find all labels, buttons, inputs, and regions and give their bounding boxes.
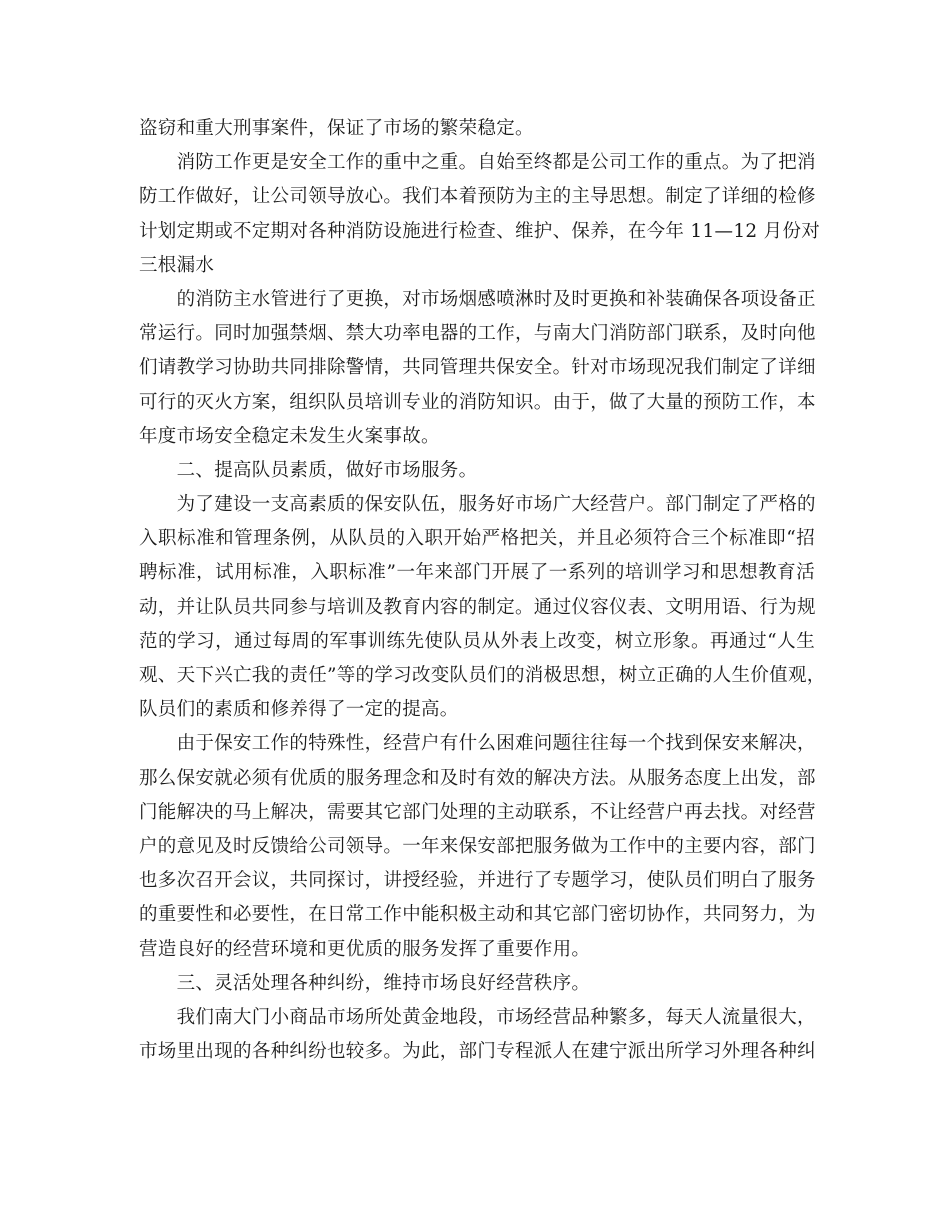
text-line: 营造良好的经营环境和更优质的服务发挥了重要作用。 <box>139 938 591 960</box>
text-line: 我们南大门小商品市场所处黄金地段，市场经营品种繁多，每天人流量很大， <box>139 1006 816 1028</box>
section-heading: 二、提高队员素质，做好市场服务。 <box>139 459 478 481</box>
text-line: 入职标准和管理条例，从队员的入职开始严格把关，并且必须符合三个标准即“招 <box>139 528 815 550</box>
text-line: 的消防主水管进行了更换，对市场烟感喷淋时及时更换和补装确保各项设备正 <box>139 288 816 310</box>
text-line: 们请教学习协助共同排除警情，共同管理共保安全。针对市场现况我们制定了详细 <box>139 357 816 379</box>
text-line: 年度市场安全稳定未发生火案事故。 <box>139 425 440 447</box>
text-line: 那么保安就必须有优质的服务理念和及时有效的解决方法。从服务态度上出发，部 <box>139 767 816 789</box>
text-line: 门能解决的马上解决，需要其它部门处理的主动联系，不让经营户再去找。对经营 <box>139 801 816 823</box>
text-line: 也多次召开会议，共同探讨，讲授经验，并进行了专题学习，使队员们明白了服务 <box>139 870 816 892</box>
text-line: 消防工作更是安全工作的重中之重。自始至终都是公司工作的重点。为了把消 <box>139 152 816 174</box>
text-line: 的重要性和必要性，在日常工作中能积极主动和其它部门密切协作，共同努力，为 <box>139 904 816 926</box>
text-line: 队员们的素质和修养得了一定的提高。 <box>139 699 459 721</box>
text-line: 范的学习，通过每周的军事训练先使队员从外表上改变，树立形象。再通过“人生 <box>139 630 815 652</box>
text-line: 动，并让队员共同参与培训及教育内容的制定。通过仪容仪表、文明用语、行为规 <box>139 596 816 618</box>
text-line: 户的意见及时反馈给公司领导。一年来保安部把服务做为工作中的主要内容，部门 <box>139 835 816 857</box>
text-line: 观、天下兴亡我的责任”等的学习改变队员们的消极思想，树立正确的人生价值观， <box>139 665 826 686</box>
text-line: 为了建设一支高素质的保安队伍，服务好市场广大经营户。部门制定了严格的 <box>139 494 816 516</box>
text-line: 三根漏水 <box>139 254 215 276</box>
text-line: 常运行。同时加强禁烟、禁大功率电器的工作，与南大门消防部门联系，及时向他 <box>139 323 816 345</box>
text-line: 计划定期或不定期对各种消防设施进行检查、维护、保养，在今年 11—12 月份对 <box>139 220 821 242</box>
text-line: 由于保安工作的特殊性，经营户有什么困难问题往往每一个找到保安来解决， <box>139 733 816 755</box>
text-line: 聘标准，试用标准，入职标准”一年来部门开展了一系列的培训学习和思想教育活 <box>139 562 815 584</box>
document-body <box>139 112 826 1069</box>
text-line: 防工作做好，让公司领导放心。我们本着预防为主的主导思想。制定了详细的检修 <box>139 186 816 208</box>
section-heading: 三、灵活处理各种纠纷，维持市场良好经营秩序。 <box>139 972 591 994</box>
text-line: 市场里出现的各种纠纷也较多。为此，部门专程派人在建宁派出所学习外理各种纠 <box>139 1041 816 1063</box>
text-line: 可行的灭火方案，组织队员培训专业的消防知识。由于，做了大量的预防工作，本 <box>139 391 816 413</box>
text-line: 盗窃和重大刑事案件，保证了市场的繁荣稳定。 <box>139 118 534 139</box>
